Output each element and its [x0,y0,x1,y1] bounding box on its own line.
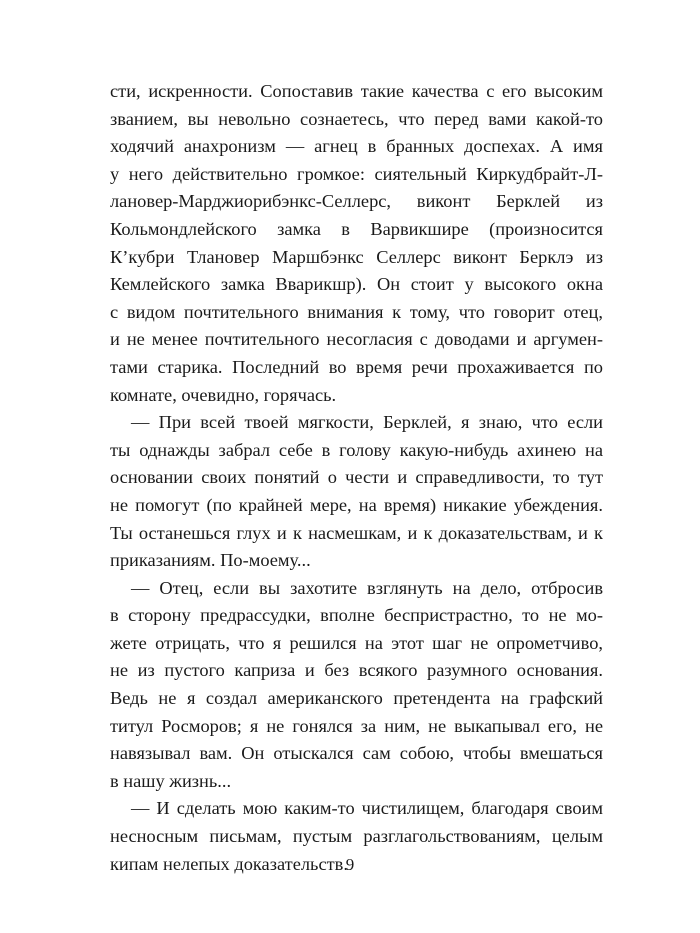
text-line: ты однажды забрал себе в голову какую-нибудь ахинею на [110,439,603,460]
text-line: сти, искренности. Сопоставив такие качества с его высоким [110,81,603,101]
text-line: в нашу жизнь... [110,770,232,791]
text-line: комнате, очевидно, горячась. [110,384,337,405]
text-line: Кемлейского замка Вварикшр). Он стоит у высокого окна [110,274,603,295]
paragraph [110,409,603,575]
text-line: — И сделать мою каким-то чистилищем, благодаря своим [131,798,603,819]
text-line: Ведь не я создал американского претендента на графский [110,688,603,709]
text-line: с видом почтительного внимания к тому, что говорит отец, [110,301,603,322]
text-line: званием, вы невольно сознаетесь, что перед вами какой-то [110,108,603,129]
text-line: приказаниям. По-моему... [110,550,311,571]
text-line: К’кубри Тлановер Маршбэнкс Селлерс виконт Берклэ из [110,246,603,267]
text-line: не из пустого каприза и без всякого разумного основания. [110,660,603,681]
text-line: у него действительно громкое: сиятельный Киркудбрайт-Л- [110,163,603,184]
paragraph [110,78,603,409]
text-line: и не менее почтительного несогласия с доводами и аргумен- [110,329,603,350]
text-line: Ты останешься глух и к насмешкам, и к доказательствам, и к [110,522,603,543]
text-line: лановер-Марджиорибэнкс-Селлерс, виконт Берклей из [110,191,603,212]
text-line: — При всей твоей мягкости, Берклей, я знаю, что если [131,412,603,433]
text-line: ходячий анахронизм — агнец в бранных доспехах. А имя [110,136,603,157]
text-line: — Отец, если вы захотите взглянуть на дело, отбросив [131,577,603,598]
page-number: 9 [345,855,355,874]
text-line: в сторону предрассудки, вполне беспристрастно, то не мо- [110,605,603,626]
text-line: кипам нелепых доказательств. [110,853,348,874]
text-line: тами старика. Последний во время речи прохаживается по [110,356,603,377]
text-line: навязывал вам. Он отыскался сам собою, чтобы вмешаться [110,743,603,764]
text-line: титул Росморов; я не гонялся за ним, не выкапывал его, не [110,715,603,736]
text-line: несносным письмам, пустым разглагольствованиям, целым [110,826,603,847]
text-line: не помогут (по крайней мере, на время) никакие убеждения. [110,494,603,515]
text-line: основании своих понятий о чести и справедливости, то тут [110,467,603,488]
text-line: Кольмондлейского замка в Варвикшире (произносится [110,218,603,239]
body-text [110,78,603,878]
paragraph [110,575,603,796]
text-line: жете отрицать, что я решился на этот шаг не опрометчиво, [110,632,603,653]
